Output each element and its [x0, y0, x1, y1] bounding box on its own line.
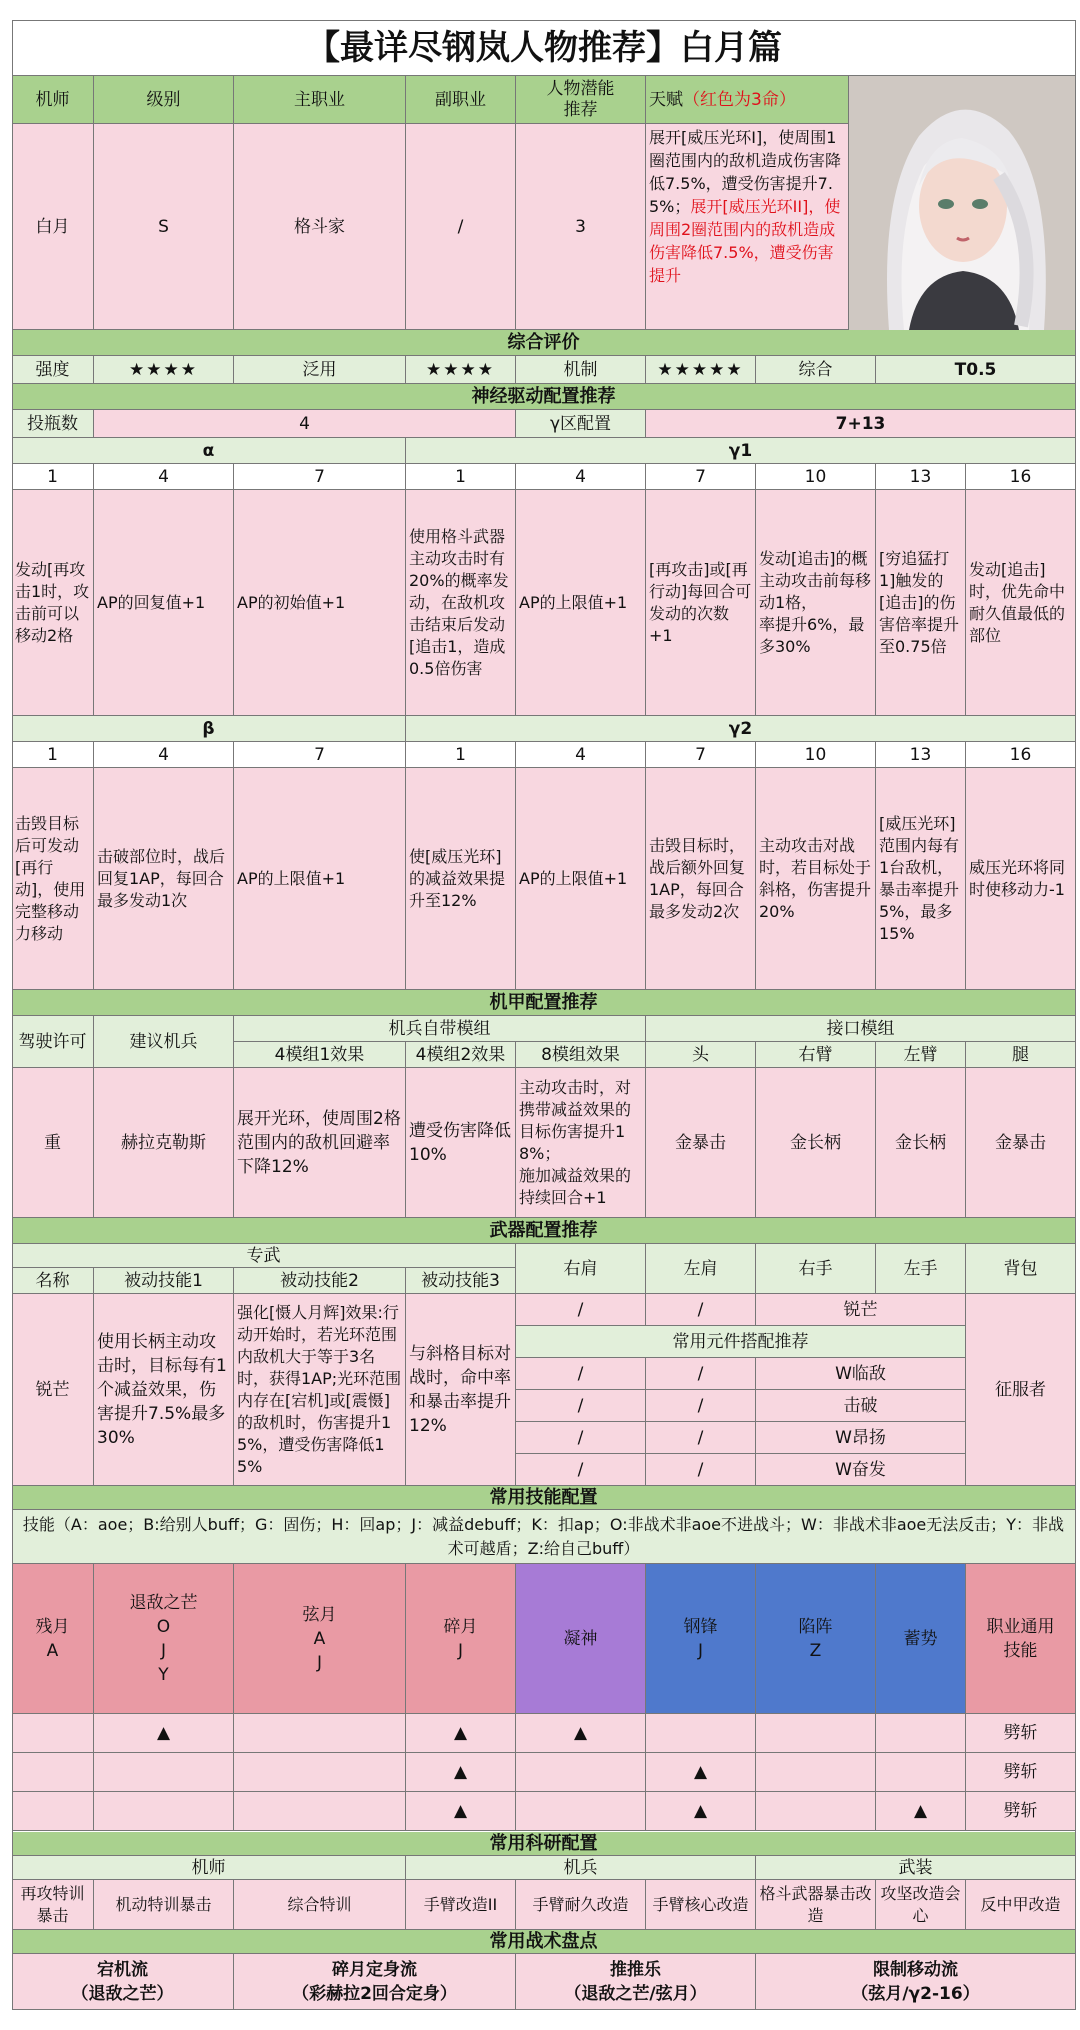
- skill-name: 陷阵: [798, 1616, 833, 1637]
- leg-value: 金暴击: [966, 1068, 1076, 1218]
- head-label: 头: [646, 1042, 756, 1068]
- m4-2-value: 遭受伤害降低10%: [406, 1068, 516, 1218]
- combo-general-skill: 劈斩: [966, 1714, 1076, 1753]
- skill-name: 退敌之芒: [129, 1592, 198, 1613]
- skill-name: 残月: [35, 1616, 70, 1637]
- hand-weapon-value: 锐芒: [756, 1294, 966, 1326]
- potential-header: 人物潜能 推荐: [516, 76, 646, 124]
- skill-8: [966, 1564, 1076, 1714]
- skill-name: 碎月: [443, 1616, 478, 1637]
- talent-text: 展开[威压光环I]，使周围1圈范围内的敌机造成伤害降低7.5%，遭受伤害提升7.5%；: [649, 128, 842, 216]
- right-arm-value: 金长柄: [756, 1068, 876, 1218]
- m4-2-label: 4模组2效果: [406, 1042, 516, 1068]
- neural-node-b-6: 主动攻击对战时，若目标处于斜格，伤害提升20%: [756, 768, 876, 990]
- combo-cell: [12, 1792, 94, 1831]
- neural-col-2-0: 1: [12, 742, 94, 768]
- skill-tags: A: [46, 1640, 59, 1661]
- skill-1: [94, 1564, 234, 1714]
- m8-label: 8模组效果: [516, 1042, 646, 1068]
- self-module-label: 机兵自带模组: [234, 1016, 646, 1042]
- combo-general-skill: 劈斩: [966, 1753, 1076, 1792]
- skill-tags: Z: [809, 1640, 822, 1661]
- skill-7: [876, 1564, 966, 1714]
- neural-col-2-4: 4: [516, 742, 646, 768]
- overall-value: T0.5: [876, 356, 1076, 384]
- tactic-name: 推推乐: [610, 1959, 661, 1980]
- triangle-mark-icon: ▲: [406, 1714, 516, 1753]
- combo-cell: [12, 1714, 94, 1753]
- component-hand: W奋发: [756, 1454, 966, 1486]
- research-item: 综合特训: [234, 1880, 406, 1930]
- neural-col-1-4: 4: [516, 464, 646, 490]
- sub-job-value: /: [406, 124, 516, 330]
- pilot-header: 机师: [12, 76, 94, 124]
- component-left-shoulder: /: [646, 1390, 756, 1422]
- skill-name: 钢锋: [683, 1616, 718, 1637]
- component-hand: 击破: [756, 1390, 966, 1422]
- tactics-section-header: 常用战术盘点: [12, 1930, 1076, 1954]
- mechanic-label: 机制: [516, 356, 646, 384]
- mech-section-header: 机甲配置推荐: [12, 990, 1076, 1016]
- triangle-mark-icon: ▲: [406, 1792, 516, 1831]
- right-shoulder-label: 右肩: [516, 1244, 646, 1294]
- tactic-item: [234, 1954, 516, 2010]
- research-item: 攻坚改造会心: [876, 1880, 966, 1930]
- neural-node-a-4: AP的上限值+1: [516, 490, 646, 716]
- tactic-name: 限制移动流: [873, 1959, 958, 1980]
- combo-cell: [94, 1753, 234, 1792]
- leg-label: 腿: [966, 1042, 1076, 1068]
- right-arm-label: 右臂: [756, 1042, 876, 1068]
- neural-node-b-4: AP的上限值+1: [516, 768, 646, 990]
- neural-node-b-8: 威压光环将同时使移动力-1: [966, 768, 1076, 990]
- combo-general-skill: 劈斩: [966, 1792, 1076, 1831]
- backpack-value: 征服者: [966, 1294, 1076, 1486]
- talent-header: [646, 76, 849, 124]
- skill-0: [12, 1564, 94, 1714]
- neural-section-header: 神经驱动配置推荐: [12, 384, 1076, 410]
- research-section-header: 常用科研配置: [12, 1832, 1076, 1856]
- skill-3: [406, 1564, 516, 1714]
- skill-name: 凝神: [563, 1628, 598, 1649]
- skill-name: 弦月: [302, 1604, 337, 1625]
- page-title: 【最详尽钢岚人物推荐】白月篇: [12, 20, 1076, 76]
- m4-1-label: 4模组1效果: [234, 1042, 406, 1068]
- tactic-name: 碎月定身流: [332, 1959, 417, 1980]
- passive3-label: 被动技能3: [406, 1268, 516, 1294]
- level-header: 级别: [94, 76, 234, 124]
- skill-tags: J: [457, 1640, 463, 1661]
- neural-node-a-7: [穷追猛打1]触发的[追击]的伤害倍率提升至0.75倍: [876, 490, 966, 716]
- skill-name: 蓄势: [903, 1628, 938, 1649]
- neural-col-2-8: 16: [966, 742, 1076, 768]
- main-job-value: 格斗家: [234, 124, 406, 330]
- main-job-header: 主职业: [234, 76, 406, 124]
- talent-note: （红色为3命）: [683, 89, 796, 110]
- versatile-stars: ★★★★: [406, 356, 516, 384]
- combo-cell: [756, 1753, 876, 1792]
- license-value: 重: [12, 1068, 94, 1218]
- combo-cell: [876, 1714, 966, 1753]
- neural-node-a-5: [再攻击]或[再行动]每回合可发动的次数 +1: [646, 490, 756, 716]
- neural-node-b-2: AP的上限值+1: [234, 768, 406, 990]
- combo-cell: [516, 1792, 646, 1831]
- mechanic-stars: ★★★★★: [646, 356, 756, 384]
- tactic-sub: （退敌之芒/弦月）: [564, 1983, 707, 2004]
- neural-node-b-5: 击毁目标时，战后额外回复1AP，每回合最多发动2次: [646, 768, 756, 990]
- left-shoulder-value: /: [646, 1294, 756, 1326]
- tactic-sub: （退敌之芒）: [71, 1983, 174, 2004]
- skill-4: [516, 1564, 646, 1714]
- combo-cell: [94, 1792, 234, 1831]
- research-arms-label: 武装: [756, 1856, 1076, 1880]
- skill-6: [756, 1564, 876, 1714]
- neural-col-1-6: 10: [756, 464, 876, 490]
- interface-module-label: 接口模组: [646, 1016, 1076, 1042]
- weapon-section-header: 武器配置推荐: [12, 1218, 1076, 1244]
- tactic-name: 宕机流: [97, 1959, 148, 1980]
- sub-job-header: 副职业: [406, 76, 516, 124]
- neural-node-b-0: 击毁目标后可发动[再行动]，使用完整移动力移动: [12, 768, 94, 990]
- neural-node-a-6: 发动[追击]的概主动攻击前每移动1格， 率提升6%，最多30%: [756, 490, 876, 716]
- component-hand: W昂扬: [756, 1422, 966, 1454]
- gamma2-header: γ2: [406, 716, 1076, 742]
- component-hand: W临敌: [756, 1358, 966, 1390]
- combo-cell: [234, 1714, 406, 1753]
- combo-cell: [234, 1753, 406, 1792]
- beta-header: β: [12, 716, 406, 742]
- strength-label: 强度: [12, 356, 94, 384]
- skill-5: [646, 1564, 756, 1714]
- skill-2: [234, 1564, 406, 1714]
- combo-cell: [756, 1714, 876, 1753]
- eval-section-header: 综合评价: [12, 330, 1076, 356]
- component-left-shoulder: /: [646, 1358, 756, 1390]
- gamma1-header: γ1: [406, 438, 1076, 464]
- license-label: 驾驶许可: [12, 1016, 94, 1068]
- component-right-shoulder: /: [516, 1390, 646, 1422]
- suggest-mech-label: 建议机兵: [94, 1016, 234, 1068]
- neural-node-b-1: 击破部位时，战后回复1AP，每回合最多发动1次: [94, 768, 234, 990]
- triangle-mark-icon: ▲: [516, 1714, 646, 1753]
- m4-1-value: 展开光环，使周围2格范围内的敌机回避率下降12%: [234, 1068, 406, 1218]
- common-components-label: 常用元件搭配推荐: [516, 1326, 966, 1358]
- passive2-value: 强化[慑人月辉]效果:行动开始时，若光环范围内敌机大于等于3名时，获得1AP;光环范围内存在[宕机]或[震慑]的敌机时，伤害提升15%，遭受伤害降低15%: [234, 1294, 406, 1486]
- character-portrait: [849, 76, 1076, 331]
- neural-col-2-5: 7: [646, 742, 756, 768]
- research-item: 手臂改造II: [406, 1880, 516, 1930]
- component-right-shoulder: /: [516, 1422, 646, 1454]
- combo-cell: [12, 1753, 94, 1792]
- weapon-name-label: 名称: [12, 1268, 94, 1294]
- tactic-item: [12, 1954, 234, 2010]
- passive1-value: 使用长柄主动攻击时，目标每有1个减益效果，伤害提升7.5%最多30%: [94, 1294, 234, 1486]
- research-mech-label: 机兵: [406, 1856, 756, 1880]
- head-value: 金暴击: [646, 1068, 756, 1218]
- talent-label: 天赋: [649, 89, 683, 110]
- bottles-value: 4: [94, 410, 516, 438]
- neural-col-1-0: 1: [12, 464, 94, 490]
- combo-cell: [646, 1714, 756, 1753]
- neural-col-2-2: 7: [234, 742, 406, 768]
- backpack-label: 背包: [966, 1244, 1076, 1294]
- component-left-shoulder: /: [646, 1422, 756, 1454]
- research-item: 反中甲改造: [966, 1880, 1076, 1930]
- skill-tags: O J Y: [156, 1616, 171, 1685]
- neural-node-b-3: 使[威压光环]的减益效果提升至12%: [406, 768, 516, 990]
- combo-cell: [234, 1792, 406, 1831]
- neural-col-1-8: 16: [966, 464, 1076, 490]
- skill-tags: J: [697, 1640, 703, 1661]
- potential-value: 3: [516, 124, 646, 330]
- talent-text-3ming: 展开[威压光环II]，使周围2圈范围内的敌机造成伤害降低7.5%，遭受伤害提升: [649, 197, 841, 285]
- neural-node-a-0: 发动[再攻击1时，攻击前可以移动2格: [12, 490, 94, 716]
- neural-col-1-2: 7: [234, 464, 406, 490]
- neural-col-1-7: 13: [876, 464, 966, 490]
- strength-stars: ★★★★: [94, 356, 234, 384]
- exclusive-weapon-label: 专武: [12, 1244, 516, 1268]
- triangle-mark-icon: ▲: [406, 1753, 516, 1792]
- level-value: S: [94, 124, 234, 330]
- component-right-shoulder: /: [516, 1454, 646, 1486]
- right-shoulder-value: /: [516, 1294, 646, 1326]
- neural-col-2-3: 1: [406, 742, 516, 768]
- combo-cell: [876, 1753, 966, 1792]
- left-shoulder-label: 左肩: [646, 1244, 756, 1294]
- research-item: 再攻特训暴击: [12, 1880, 94, 1930]
- suggest-mech-value: 赫拉克勒斯: [94, 1068, 234, 1218]
- component-right-shoulder: /: [516, 1358, 646, 1390]
- talent-value: [646, 124, 849, 330]
- neural-node-a-3: 使用格斗武器主动攻击时有20%的概率发动，在敌机攻击结束后发动[追击1，造成0.5倍伤害: [406, 490, 516, 716]
- pilot-value: 白月: [12, 124, 94, 330]
- combo-cell: [516, 1753, 646, 1792]
- neural-node-a-2: AP的初始值+1: [234, 490, 406, 716]
- passive2-label: 被动技能2: [234, 1268, 406, 1294]
- neural-node-a-1: AP的回复值+1: [94, 490, 234, 716]
- neural-node-b-7: [威压光环]范围内每有1台敌机，暴击率提升5%，最多15%: [876, 768, 966, 990]
- portrait-art: [849, 76, 1076, 330]
- triangle-mark-icon: ▲: [646, 1792, 756, 1831]
- gamma-config-value: 7+13: [646, 410, 1076, 438]
- skill-name: 职业通用 技能: [986, 1616, 1055, 1661]
- left-hand-label: 左手: [876, 1244, 966, 1294]
- neural-col-1-5: 7: [646, 464, 756, 490]
- tactic-sub: （弦月/γ2-16）: [851, 1983, 980, 2004]
- bottles-label: 投瓶数: [12, 410, 94, 438]
- neural-node-a-8: 发动[追击]时，优先命中耐久值最低的部位: [966, 490, 1076, 716]
- research-pilot-label: 机师: [12, 1856, 406, 1880]
- passive1-label: 被动技能1: [94, 1268, 234, 1294]
- neural-col-2-6: 10: [756, 742, 876, 768]
- triangle-mark-icon: ▲: [876, 1792, 966, 1831]
- neural-col-2-7: 13: [876, 742, 966, 768]
- gamma-config-label: γ区配置: [516, 410, 646, 438]
- triangle-mark-icon: ▲: [94, 1714, 234, 1753]
- skill-tags: A J: [313, 1628, 326, 1673]
- research-item: 机动特训暴击: [94, 1880, 234, 1930]
- overall-label: 综合: [756, 356, 876, 384]
- tactic-sub: （彩赫拉2回合定身）: [292, 1983, 457, 2004]
- alpha-header: α: [12, 438, 406, 464]
- neural-col-1-3: 1: [406, 464, 516, 490]
- research-item: 手臂耐久改造: [516, 1880, 646, 1930]
- combo-cell: [756, 1792, 876, 1831]
- component-left-shoulder: /: [646, 1454, 756, 1486]
- right-hand-label: 右手: [756, 1244, 876, 1294]
- versatile-label: 泛用: [234, 356, 406, 384]
- research-item: 格斗武器暴击改造: [756, 1880, 876, 1930]
- neural-col-1-1: 4: [94, 464, 234, 490]
- tactic-item: [756, 1954, 1076, 2010]
- passive3-value: 与斜格目标对战时，命中率和暴击率提升12%: [406, 1294, 516, 1486]
- m8-value: 主动攻击时，对携带减益效果的目标伤害提升18%； 施加减益效果的持续回合+1: [516, 1068, 646, 1218]
- skills-section-header: 常用技能配置: [12, 1486, 1076, 1510]
- neural-col-2-1: 4: [94, 742, 234, 768]
- left-arm-label: 左臂: [876, 1042, 966, 1068]
- triangle-mark-icon: ▲: [646, 1753, 756, 1792]
- left-arm-value: 金长柄: [876, 1068, 966, 1218]
- tactic-item: [516, 1954, 756, 2010]
- research-item: 手臂核心改造: [646, 1880, 756, 1930]
- skills-legend: 技能（A：aoe；B:给别人buff；G：固伤；H：回ap；J：减益debuff；K：扣ap；O:非战术非aoe不进战斗；W：非战术非aoe无法反击；Y：非战术可越盾；Z:给自己buff）: [12, 1510, 1076, 1564]
- weapon-name-value: 锐芒: [12, 1294, 94, 1486]
